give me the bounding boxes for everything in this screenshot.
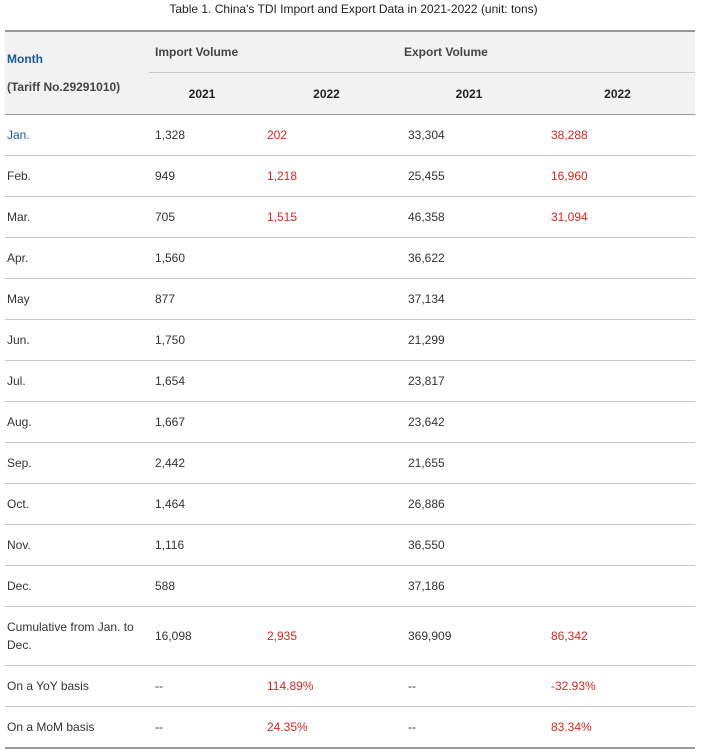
table-row <box>5 566 695 607</box>
export-2022-cell: -32.93% <box>540 666 695 707</box>
export-2022-cell <box>540 566 695 607</box>
export-2021-cell: 46,358 <box>398 197 540 238</box>
import-2021-cell: 949 <box>149 156 255 197</box>
export-2021-cell: 21,299 <box>398 320 540 361</box>
export-2022-cell <box>540 443 695 484</box>
table-row <box>5 115 695 156</box>
month-cell: May <box>5 279 149 320</box>
import-2021-cell: 2,442 <box>149 443 255 484</box>
import-2021-cell: 705 <box>149 197 255 238</box>
month-cell: Dec. <box>5 566 149 607</box>
import-2021-cell: -- <box>149 707 255 749</box>
month-cell: Jul. <box>5 361 149 402</box>
import-2022-cell <box>255 320 398 361</box>
table-row <box>5 607 695 666</box>
export-2022-cell: 86,342 <box>540 607 695 666</box>
import-2022-cell: 1,515 <box>255 197 398 238</box>
table-body <box>5 115 695 749</box>
export-2022-cell: 83.34% <box>540 707 695 749</box>
export-2022-cell <box>540 238 695 279</box>
import-volume-header: Import Volume <box>149 31 398 73</box>
export-2021-cell: 37,134 <box>398 279 540 320</box>
import-2021-cell: 1,750 <box>149 320 255 361</box>
import-2022-cell <box>255 525 398 566</box>
month-cell: Mar. <box>5 197 149 238</box>
month-cell: Jan. <box>5 115 149 156</box>
month-cell: Feb. <box>5 156 149 197</box>
import-2022-cell <box>255 443 398 484</box>
import-2022-cell <box>255 238 398 279</box>
table-row <box>5 361 695 402</box>
import-2021-cell: 1,560 <box>149 238 255 279</box>
export-2021-cell: 369,909 <box>398 607 540 666</box>
table-row <box>5 707 695 749</box>
export-2022-cell <box>540 402 695 443</box>
month-column-header <box>5 31 149 115</box>
tdi-data-table <box>5 30 695 749</box>
import-2022-cell <box>255 402 398 443</box>
table-row <box>5 320 695 361</box>
export-2021-cell: 21,655 <box>398 443 540 484</box>
import-year-2021-header: 2021 <box>149 73 255 115</box>
import-2021-cell: 588 <box>149 566 255 607</box>
table-caption: Table 1. China's TDI Import and Export Data in 2021-2022 (unit: tons) <box>169 2 538 16</box>
import-2022-cell: 114.89% <box>255 666 398 707</box>
table-row <box>5 525 695 566</box>
import-2021-cell: 1,116 <box>149 525 255 566</box>
table-row <box>5 279 695 320</box>
import-2021-cell: 877 <box>149 279 255 320</box>
month-cell: Oct. <box>5 484 149 525</box>
export-2022-cell: 31,094 <box>540 197 695 238</box>
month-cell: Apr. <box>5 238 149 279</box>
export-2022-cell <box>540 361 695 402</box>
export-2022-cell <box>540 320 695 361</box>
export-year-2021-header: 2021 <box>398 73 540 115</box>
export-2021-cell: -- <box>398 707 540 749</box>
export-2022-cell: 16,960 <box>540 156 695 197</box>
table-row <box>5 156 695 197</box>
import-2022-cell: 202 <box>255 115 398 156</box>
month-cell: Jun. <box>5 320 149 361</box>
table-row <box>5 484 695 525</box>
month-cell: On a MoM basis <box>5 707 149 749</box>
import-2021-cell: 1,654 <box>149 361 255 402</box>
export-2021-cell: 36,622 <box>398 238 540 279</box>
export-2022-cell <box>540 279 695 320</box>
table-row <box>5 666 695 707</box>
export-2022-cell <box>540 484 695 525</box>
table-row <box>5 402 695 443</box>
month-cell: Nov. <box>5 525 149 566</box>
import-2022-cell <box>255 361 398 402</box>
export-2022-cell: 38,288 <box>540 115 695 156</box>
import-2021-cell: -- <box>149 666 255 707</box>
export-2021-cell: 37,186 <box>398 566 540 607</box>
import-2022-cell <box>255 279 398 320</box>
export-2021-cell: 25,455 <box>398 156 540 197</box>
import-2021-cell: 1,328 <box>149 115 255 156</box>
month-cell: Cumulative from Jan. to Dec. <box>5 607 149 666</box>
month-label: Month <box>7 52 43 66</box>
month-cell: Sep. <box>5 443 149 484</box>
month-cell: On a YoY basis <box>5 666 149 707</box>
tariff-label: (Tariff No.29291010) <box>7 80 121 94</box>
import-2022-cell <box>255 566 398 607</box>
import-2022-cell <box>255 484 398 525</box>
import-2021-cell: 1,464 <box>149 484 255 525</box>
export-2021-cell: 36,550 <box>398 525 540 566</box>
import-year-2022-header: 2022 <box>255 73 398 115</box>
import-2021-cell: 16,098 <box>149 607 255 666</box>
table-header <box>5 31 695 115</box>
import-2022-cell: 1,218 <box>255 156 398 197</box>
export-2021-cell: 23,642 <box>398 402 540 443</box>
import-2022-cell: 2,935 <box>255 607 398 666</box>
table-row <box>5 197 695 238</box>
export-2022-cell <box>540 525 695 566</box>
export-2021-cell: 33,304 <box>398 115 540 156</box>
table-row <box>5 443 695 484</box>
table-row <box>5 238 695 279</box>
export-year-2022-header: 2022 <box>540 73 695 115</box>
import-2022-cell: 24.35% <box>255 707 398 749</box>
export-2021-cell: 26,886 <box>398 484 540 525</box>
export-2021-cell: 23,817 <box>398 361 540 402</box>
export-2021-cell: -- <box>398 666 540 707</box>
import-2021-cell: 1,667 <box>149 402 255 443</box>
month-cell: Aug. <box>5 402 149 443</box>
export-volume-header: Export Volume <box>398 31 695 73</box>
